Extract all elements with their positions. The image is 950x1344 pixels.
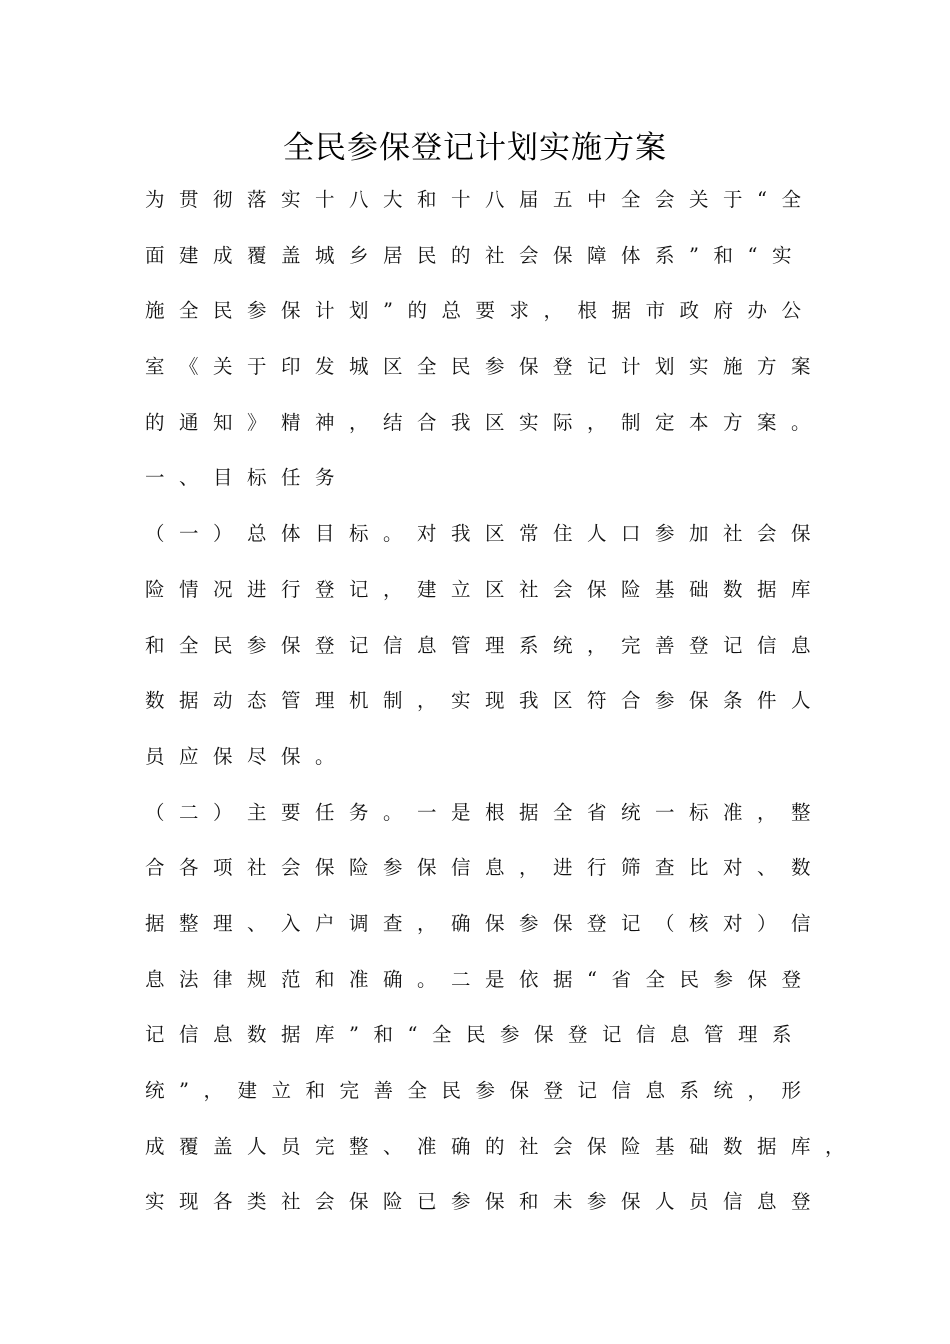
body-line: 数据动态管理机制，实现我区符合参保条件人 <box>145 689 826 713</box>
body-line: （一）总体目标。对我区常住人口参加社会保 <box>145 522 826 546</box>
body-line: 成覆盖人员完整、准确的社会保险基础数据库， <box>145 1134 860 1158</box>
body-line: 统”，建立和完善全民参保登记信息系统，形 <box>145 1079 816 1102</box>
document-title: 全民参保登记计划实施方案 <box>283 130 667 166</box>
document-body <box>145 180 860 1238</box>
body-line: 合各项社会保险参保信息，进行筛查比对、数 <box>145 856 826 880</box>
body-line: 险情况进行登记，建立区社会保险基础数据库 <box>145 577 826 601</box>
body-line: 实现各类社会保险已参保和未参保人员信息登 <box>145 1190 826 1214</box>
body-line: 的通知》精神，结合我区实际，制定本方案。 <box>145 410 826 434</box>
body-line: 施全民参保计划”的总要求，根据市政府办公 <box>145 299 816 323</box>
section-heading: 一、目标任务 <box>145 466 350 490</box>
body-line: 面建成覆盖城乡居民的社会保障体系”和“实 <box>145 243 806 267</box>
body-line: 室《关于印发城区全民参保登记计划实施方案 <box>145 355 826 379</box>
body-line: 据整理、入户调查，确保参保登记（核对）信 <box>145 911 826 935</box>
body-line: 息法律规范和准确。二是依据“省全民参保登 <box>145 967 816 991</box>
body-line: （二）主要任务。一是根据全省统一标准，整 <box>145 800 826 824</box>
body-line: 记信息数据库”和“全民参保登记信息管理系 <box>145 1023 806 1047</box>
body-line: 和全民参保登记信息管理系统，完善登记信息 <box>145 633 826 657</box>
body-line: 员应保尽保。 <box>145 744 350 768</box>
body-line: 为贯彻落实十八大和十八届五中全会关于“全 <box>145 188 816 211</box>
